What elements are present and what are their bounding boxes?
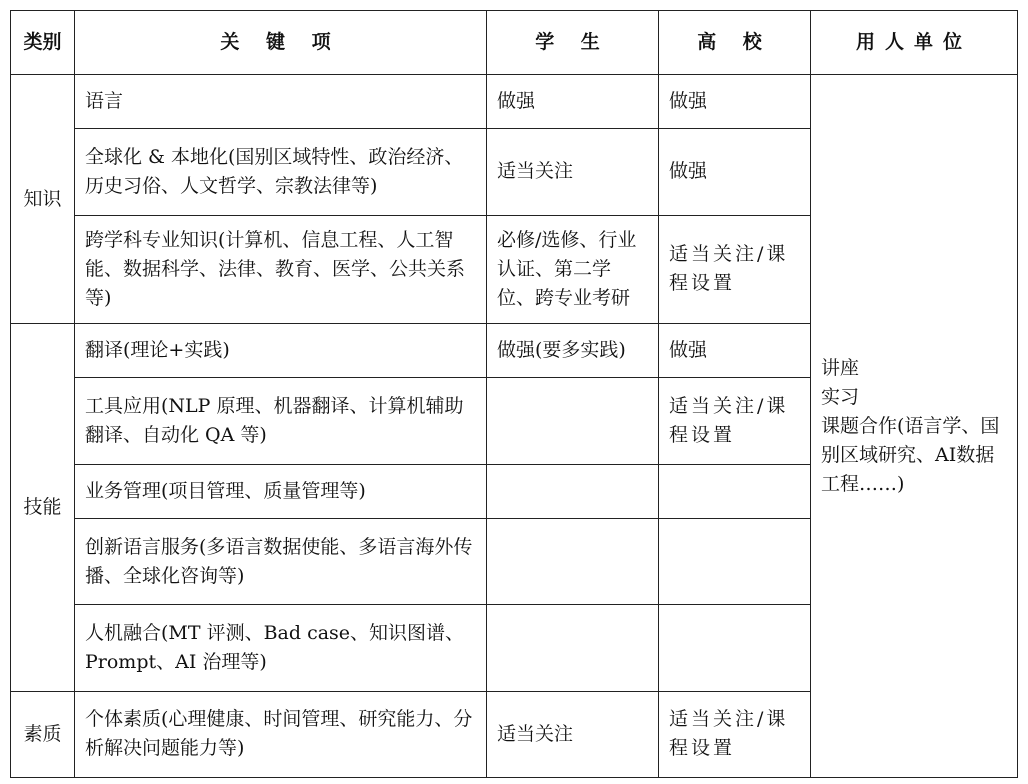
competency-table [10, 10, 1018, 778]
header-item: 关 键 项 [75, 11, 487, 75]
item-cell: 人机融合(MT 评测、Bad case、知识图谱、Prompt、AI 治理等) [75, 605, 487, 691]
university-cell: 做强 [659, 324, 811, 378]
item-cell: 全球化 & 本地化(国别区域特性、政治经济、历史习俗、人文哲学、宗教法律等) [75, 129, 487, 215]
university-cell: 适当关注/课程设置 [659, 215, 811, 323]
item-cell: 工具应用(NLP 原理、机器翻译、计算机辅助翻译、自动化 QA 等) [75, 378, 487, 464]
university-cell: 做强 [659, 75, 811, 129]
university-cell: 适当关注/课程设置 [659, 378, 811, 464]
header-employer: 用人单位 [811, 11, 1018, 75]
item-cell: 个体素质(心理健康、时间管理、研究能力、分析解决问题能力等) [75, 691, 487, 777]
university-cell [659, 464, 811, 518]
student-cell [487, 605, 659, 691]
university-cell [659, 518, 811, 604]
category-quality: 素质 [11, 691, 75, 777]
student-cell [487, 378, 659, 464]
student-cell: 适当关注 [487, 129, 659, 215]
student-cell: 必修/选修、行业认证、第二学位、跨专业考研 [487, 215, 659, 323]
table-row [11, 75, 1018, 129]
item-cell: 业务管理(项目管理、质量管理等) [75, 464, 487, 518]
student-cell [487, 518, 659, 604]
header-row [11, 11, 1018, 75]
item-cell: 创新语言服务(多语言数据使能、多语言海外传播、全球化咨询等) [75, 518, 487, 604]
item-cell: 语言 [75, 75, 487, 129]
category-knowledge: 知识 [11, 75, 75, 324]
university-cell: 适当关注/课程设置 [659, 691, 811, 777]
item-cell: 跨学科专业知识(计算机、信息工程、人工智能、数据科学、法律、教育、医学、公共关系等) [75, 215, 487, 323]
student-cell: 做强(要多实践) [487, 324, 659, 378]
employer-line-cooperation: 课题合作(语言学、国别区域研究、AI数据工程……) [821, 414, 1000, 495]
employer-cell [811, 75, 1018, 778]
employer-line-internship: 实习 [821, 385, 860, 408]
item-cell: 翻译(理论+实践) [75, 324, 487, 378]
employer-line-lecture: 讲座 [821, 356, 860, 379]
category-skills: 技能 [11, 324, 75, 692]
student-cell: 适当关注 [487, 691, 659, 777]
header-category: 类别 [11, 11, 75, 75]
header-university: 高 校 [659, 11, 811, 75]
header-student: 学 生 [487, 11, 659, 75]
student-cell [487, 464, 659, 518]
student-cell: 做强 [487, 75, 659, 129]
university-cell [659, 605, 811, 691]
university-cell: 做强 [659, 129, 811, 215]
